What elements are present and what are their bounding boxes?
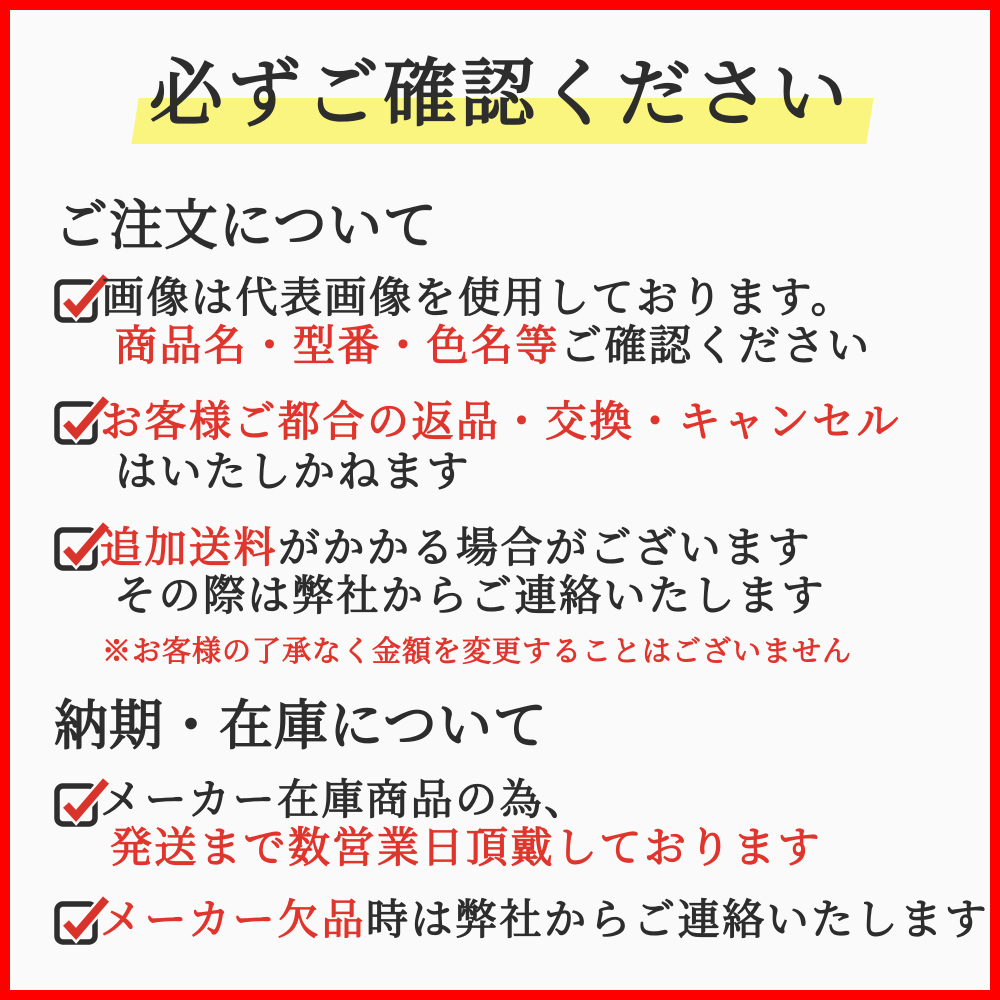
item-3-line-2: [114, 572, 826, 620]
text-segment: その際は弊社からご連絡いたします: [114, 571, 827, 620]
text-segment: 時は弊社からご連絡いたします: [366, 895, 990, 944]
title-block: [10, 10, 990, 160]
text-segment: はいたしかねます: [115, 447, 472, 496]
text-segment: メーカー在庫商品の為、: [100, 775, 589, 824]
text-segment-red: 発送まで数営業日頂戴しております: [110, 823, 823, 872]
item-5-line-1: [100, 896, 989, 944]
item-3-line-1: [100, 524, 812, 572]
text-segment-red: 追加送料: [100, 523, 279, 572]
item-1-line-2: [115, 322, 872, 370]
text-segment-red: メーカー欠品: [100, 895, 367, 944]
item-2-line-2: [115, 448, 471, 496]
item-2-line-1: [100, 398, 901, 446]
section-heading-stock: 納期・在庫について: [54, 693, 548, 757]
text-segment: ご確認ください: [560, 321, 872, 370]
item-4-line-1: [100, 776, 589, 824]
item-1-line-1: [102, 274, 855, 322]
text-segment-red: 商品名・型番・色名等: [115, 321, 561, 370]
text-segment: 画像は代表画像を使用しております。: [102, 273, 856, 322]
item-4-line-2: [110, 824, 822, 872]
text-segment: がかかる場合がございます: [278, 523, 813, 572]
page-title: 必ずご確認ください: [149, 51, 851, 137]
text-segment-red: お客様ご都合の返品・交換・キャンセル: [100, 397, 902, 446]
section-heading-order: ご注文について: [54, 193, 438, 257]
item-3-note: ※お客様の了承なく金額を変更することはございません: [102, 634, 853, 668]
